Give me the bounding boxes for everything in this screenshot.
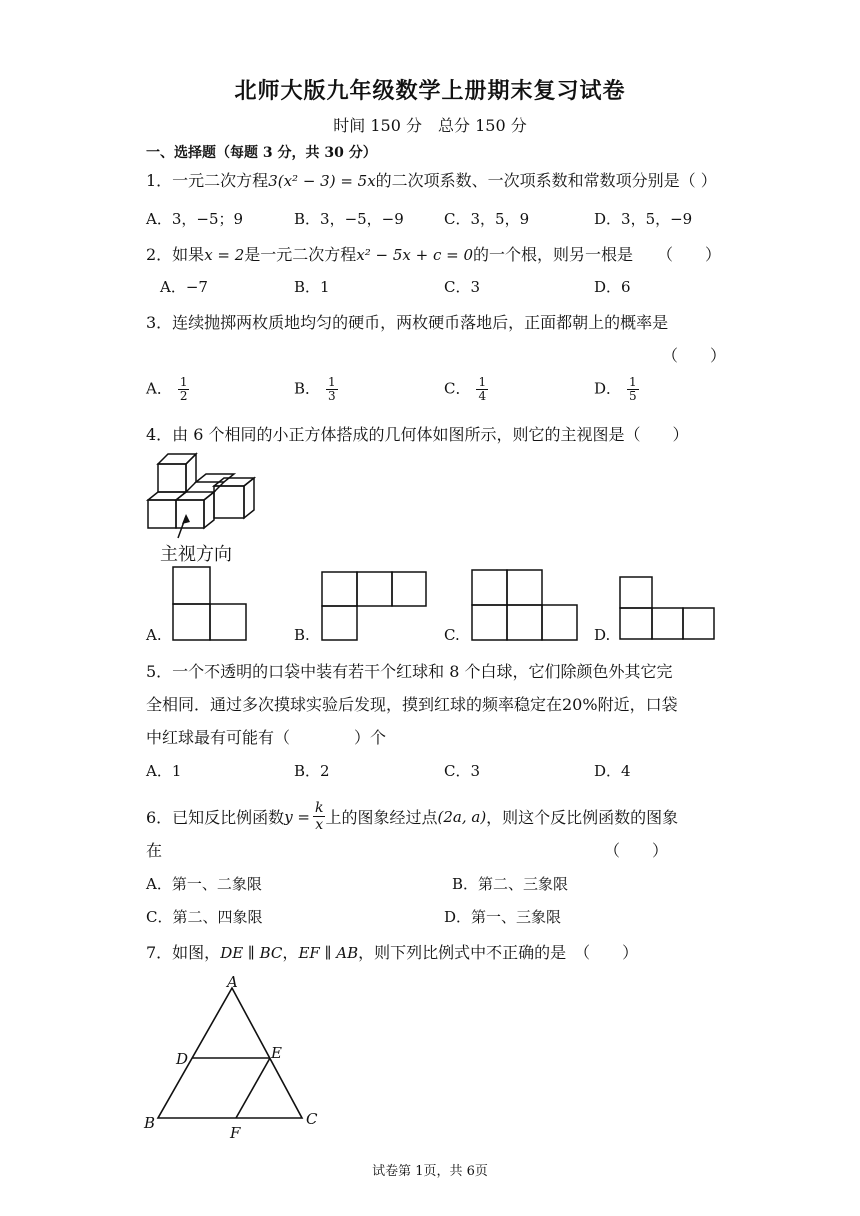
q7-condition-2: EF ∥ AB [298,944,359,962]
section-heading: 一、选择题（每题 3 分，共 30 分） [146,145,377,161]
cube-front-face [214,486,244,518]
q6-option-c: C．第二、四象限 [146,908,263,926]
q7-separator: ， [282,943,299,962]
question-5-line-2: 全相同．通过多次摸球实验后发现，摸到红球的频率稳定在20%附近，口袋 [146,695,678,714]
q1-option-a: A．3，−5；9 [146,210,244,228]
page-title: 北师大版九年级数学上册期末复习试卷 [234,78,626,104]
q4-option-a-label: A. [146,626,162,644]
label-e: E [271,1044,282,1062]
q5-option-d: D．4 [594,762,631,780]
q4-option-a-figure [170,564,250,642]
q1-text-post: 的二次项系数、一次项系数和常数项分别是（ ） [375,171,717,190]
q2-text-mid: 是一元二次方程 [244,245,357,264]
q3-option-a-label: A． [146,379,172,398]
q7-text-pre: 7．如图， [146,943,221,962]
q7-text-post: ，则下列比例式中不正确的是 （ ） [358,943,639,962]
q2-equation: x² − 5x + c = 0 [356,246,474,264]
fraction [476,376,488,403]
q6-text-post: ，则这个反比例函数的图象 [486,808,679,827]
fraction-numerator: 1 [478,375,487,389]
q1-option-b: B．3，−5，−9 [294,210,404,228]
question-3: 3．连续抛掷两枚质地均匀的硬币，两枚硬币落地后，正面都朝上的概率是 [146,313,669,332]
page-footer: 试卷第 1页，共 6页 [372,1164,488,1179]
fraction [178,376,190,403]
q4-option-b-label: B. [294,626,310,644]
q4-option-d-label: D. [594,626,611,644]
q1-option-c: C．3，5，9 [444,210,530,228]
question-6 [146,800,678,833]
cube-front-face [148,500,176,528]
q5-option-a: A．1 [146,762,182,780]
q6-point: (2a, a) [437,807,487,826]
q2-option-d: D．6 [594,278,631,296]
q6-option-b: B．第二、三象限 [452,875,569,893]
q3-option-d [594,376,639,403]
fraction-denominator: 4 [478,389,487,403]
arrow-head [182,514,190,524]
fraction [326,376,338,403]
q6-option-a: A．第一、二象限 [146,875,262,893]
cube-side-face [186,454,196,492]
fraction-numerator: 1 [629,375,637,389]
q6-function-lhs: y = [284,807,310,826]
fraction-denominator: 3 [328,389,336,403]
cube-edge [214,482,224,492]
q3-option-d-label: D． [594,379,622,398]
cube-side-face [204,492,214,528]
q6-text-pre: 6．已知反比例函数 [146,808,285,827]
fraction [627,376,639,403]
question-7 [146,940,638,963]
q2-root: x = 2 [204,246,245,264]
figure-caption: 主视方向 [160,544,232,565]
label-b: B [144,1114,156,1132]
question-4: 4．由 6 个相同的小正方体搭成的几何体如图所示，则它的主视图是（ ） [146,425,689,444]
fraction-denominator: x [315,817,324,833]
q7-condition-1: DE ∥ BC [220,944,283,962]
q2-option-b: B．1 [294,278,330,296]
segment-ef [236,1058,270,1118]
q3-option-c-label: C． [444,379,471,398]
question-1 [146,168,717,191]
q3-option-b [294,376,338,403]
q3-option-b-label: B． [294,379,321,398]
label-f: F [230,1124,241,1142]
label-d: D [176,1050,189,1068]
q4-option-c-label: C. [444,626,460,644]
q5-option-b: B．2 [294,762,330,780]
fraction-numerator: 1 [179,375,188,389]
q6-text-mid: 上的图象经过点 [325,808,438,827]
q6-option-d: D．第一、三象限 [444,908,562,926]
q2-option-a: A．−7 [160,278,208,296]
fraction-numerator: 1 [328,375,336,389]
label-c: C [306,1110,318,1128]
fraction-numerator: k [315,800,324,816]
triangle-figure [140,972,330,1142]
question-2 [146,242,721,265]
q3-option-a [146,376,189,403]
q4-option-d-figure [618,575,718,642]
q4-option-c-figure [470,568,580,642]
q6-answer-paren: （ ） [604,841,669,860]
q2-text-post: 的一个根，则另一根是 （ ） [473,245,722,264]
q1-option-d: D．3，5，−9 [594,210,693,228]
q1-text-pre: 1．一元二次方程 [146,171,269,190]
fraction-denominator: 2 [179,389,188,403]
cube-side-face [244,478,254,518]
fraction-denominator: 5 [629,389,637,403]
question-5-line-1: 5．一个不透明的口袋中装有若干个红球和 8 个白球，它们除颜色外其它完 [146,662,673,681]
cube-front-face [176,500,204,528]
q6-function-fraction [313,800,325,833]
question-6-line-2: 在 [146,841,163,860]
q5-option-c: C．3 [444,762,481,780]
q2-text-pre: 2．如果 [146,245,205,264]
q3-option-c [444,376,488,403]
q3-answer-paren: （ ） [662,346,727,365]
q4-option-b-figure [320,570,430,642]
exam-info: 时间 150 分 总分 150 分 [333,116,527,135]
label-a: A [227,973,238,991]
q2-option-c: C．3 [444,278,481,296]
question-5-line-3: 中红球最有可能有（ ）个 [146,728,387,747]
cube-front-face [158,464,186,492]
q1-equation: 3(x² − 3) = 5x [268,172,376,190]
